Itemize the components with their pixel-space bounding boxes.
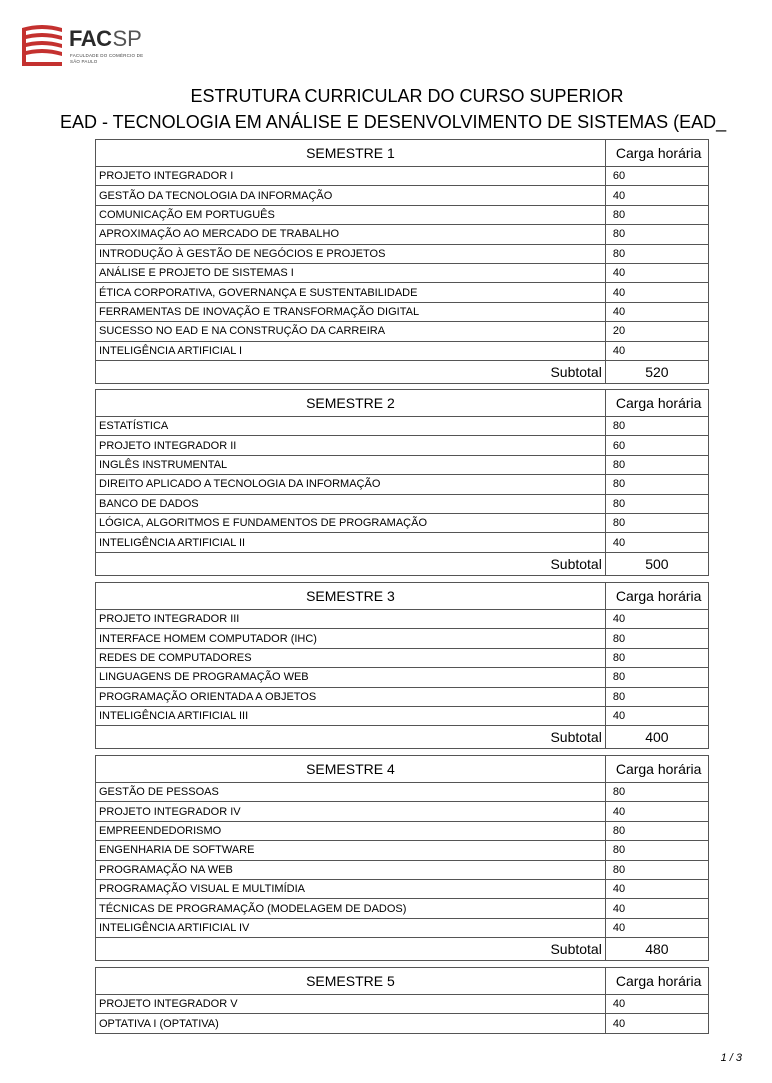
semester-header-row [96, 140, 709, 167]
course-row [96, 417, 709, 436]
subtotal-row [96, 552, 709, 575]
course-row [96, 821, 709, 840]
course-name: INTRODUÇÃO À GESTÃO DE NEGÓCIOS E PROJETOS [96, 244, 606, 263]
semester-table [95, 139, 709, 384]
subtotal-label: Subtotal [96, 726, 606, 749]
course-name: EMPREENDEDORISMO [96, 821, 606, 840]
course-hours: 80 [605, 205, 708, 224]
course-hours: 80 [605, 783, 708, 802]
course-name: PROJETO INTEGRADOR IV [96, 802, 606, 821]
course-hours: 80 [605, 225, 708, 244]
course-row [96, 167, 709, 186]
course-row [96, 629, 709, 648]
course-row [96, 783, 709, 802]
course-row [96, 455, 709, 474]
course-row [96, 205, 709, 224]
course-hours: 80 [605, 648, 708, 667]
course-hours: 40 [605, 533, 708, 552]
subtotal-value: 520 [605, 360, 708, 383]
semester-name: SEMESTRE 3 [96, 583, 606, 610]
page-number: 1 / 3 [720, 1052, 742, 1064]
book-stack-icon [20, 22, 64, 68]
subtotal-value: 400 [605, 726, 708, 749]
course-name: TÉCNICAS DE PROGRAMAÇÃO (MODELAGEM DE DADOS) [96, 899, 606, 918]
course-hours: 80 [605, 668, 708, 687]
semester-name: SEMESTRE 4 [96, 756, 606, 783]
course-name: DIREITO APLICADO A TECNOLOGIA DA INFORMAÇÃO [96, 475, 606, 494]
subtotal-value: 480 [605, 938, 708, 961]
semester-name: SEMESTRE 1 [96, 140, 606, 167]
subtotal-row [96, 360, 709, 383]
course-row [96, 322, 709, 341]
course-hours: 80 [605, 821, 708, 840]
course-hours: 40 [605, 610, 708, 629]
course-hours: 80 [605, 244, 708, 263]
course-hours: 80 [605, 417, 708, 436]
hours-column-header: Carga horária [605, 140, 708, 167]
course-name: BANCO DE DADOS [96, 494, 606, 513]
course-name: FERRAMENTAS DE INOVAÇÃO E TRANSFORMAÇÃO DIGITAL [96, 302, 606, 321]
course-name: INTELIGÊNCIA ARTIFICIAL IV [96, 918, 606, 937]
course-hours: 40 [605, 283, 708, 302]
course-hours: 40 [605, 341, 708, 360]
semester-table [95, 582, 709, 749]
course-name: ÉTICA CORPORATIVA, GOVERNANÇA E SUSTENTABILIDADE [96, 283, 606, 302]
course-row [96, 341, 709, 360]
course-hours: 80 [605, 513, 708, 532]
course-name: ANÁLISE E PROJETO DE SISTEMAS I [96, 263, 606, 282]
course-row [96, 475, 709, 494]
course-hours: 20 [605, 322, 708, 341]
logo-wordmark [69, 26, 142, 52]
course-hours: 80 [605, 687, 708, 706]
course-name: INTERFACE HOMEM COMPUTADOR (IHC) [96, 629, 606, 648]
subtotal-value: 500 [605, 552, 708, 575]
document-title: ESTRUTURA CURRICULAR DO CURSO SUPERIOR [190, 86, 624, 106]
course-hours: 80 [605, 629, 708, 648]
course-hours: 80 [605, 475, 708, 494]
course-row [96, 860, 709, 879]
course-row [96, 706, 709, 725]
semester-header-row [96, 583, 709, 610]
course-name: INTELIGÊNCIA ARTIFICIAL III [96, 706, 606, 725]
course-row [96, 244, 709, 263]
subtotal-label: Subtotal [96, 552, 606, 575]
course-name: LINGUAGENS DE PROGRAMAÇÃO WEB [96, 668, 606, 687]
course-name: PROJETO INTEGRADOR II [96, 436, 606, 455]
course-name: PROJETO INTEGRADOR V [96, 995, 606, 1014]
course-row [96, 494, 709, 513]
course-name: GESTÃO DE PESSOAS [96, 783, 606, 802]
course-hours: 60 [605, 167, 708, 186]
hours-column-header: Carga horária [605, 390, 708, 417]
course-hours: 80 [605, 841, 708, 860]
course-row [96, 1014, 709, 1033]
course-row [96, 879, 709, 898]
course-hours: 40 [605, 186, 708, 205]
course-hours: 40 [605, 706, 708, 725]
hours-column-header: Carga horária [605, 756, 708, 783]
course-hours: 60 [605, 436, 708, 455]
course-row [96, 436, 709, 455]
semester-header-row [96, 756, 709, 783]
course-name: INTELIGÊNCIA ARTIFICIAL I [96, 341, 606, 360]
course-name: COMUNICAÇÃO EM PORTUGUÊS [96, 205, 606, 224]
course-row [96, 899, 709, 918]
course-row [96, 302, 709, 321]
course-hours: 40 [605, 995, 708, 1014]
course-row [96, 668, 709, 687]
course-row [96, 225, 709, 244]
course-name: REDES DE COMPUTADORES [96, 648, 606, 667]
course-name: ESTATÍSTICA [96, 417, 606, 436]
course-row [96, 610, 709, 629]
semester-table [95, 967, 709, 1034]
course-name: APROXIMAÇÃO AO MERCADO DE TRABALHO [96, 225, 606, 244]
course-hours: 40 [605, 302, 708, 321]
logo-sp: SP [112, 26, 142, 51]
course-name: INTELIGÊNCIA ARTIFICIAL II [96, 533, 606, 552]
course-hours: 80 [605, 455, 708, 474]
semester-table [95, 389, 709, 576]
course-name: OPTATIVA I (OPTATIVA) [96, 1014, 606, 1033]
course-row [96, 513, 709, 532]
subtotal-label: Subtotal [96, 938, 606, 961]
hours-column-header: Carga horária [605, 968, 708, 995]
course-hours: 80 [605, 860, 708, 879]
course-row [96, 918, 709, 937]
course-row [96, 263, 709, 282]
course-name: ENGENHARIA DE SOFTWARE [96, 841, 606, 860]
logo-tagline: FACULDADE DO COMÉRCIO DE SÃO PAULO [70, 53, 144, 64]
semester-name: SEMESTRE 5 [96, 968, 606, 995]
semester-name: SEMESTRE 2 [96, 390, 606, 417]
course-name: LÓGICA, ALGORITMOS E FUNDAMENTOS DE PROGRAMAÇÃO [96, 513, 606, 532]
course-row [96, 648, 709, 667]
subtotal-label: Subtotal [96, 360, 606, 383]
course-name: INGLÊS INSTRUMENTAL [96, 455, 606, 474]
hours-column-header: Carga horária [605, 583, 708, 610]
course-hours: 40 [605, 899, 708, 918]
course-name: PROJETO INTEGRADOR III [96, 610, 606, 629]
course-row [96, 802, 709, 821]
course-row [96, 841, 709, 860]
semester-table [95, 755, 709, 961]
course-row [96, 533, 709, 552]
course-name: PROGRAMAÇÃO ORIENTADA A OBJETOS [96, 687, 606, 706]
subtotal-row [96, 726, 709, 749]
course-hours: 40 [605, 1014, 708, 1033]
course-row [96, 995, 709, 1014]
semester-header-row [96, 968, 709, 995]
course-hours: 40 [605, 802, 708, 821]
course-name: PROGRAMAÇÃO VISUAL E MULTIMÍDIA [96, 879, 606, 898]
course-name: SUCESSO NO EAD E NA CONSTRUÇÃO DA CARREIRA [96, 322, 606, 341]
course-hours: 40 [605, 263, 708, 282]
course-name: GESTÃO DA TECNOLOGIA DA INFORMAÇÃO [96, 186, 606, 205]
course-row [96, 283, 709, 302]
subtotal-row [96, 938, 709, 961]
course-row [96, 687, 709, 706]
course-hours: 40 [605, 879, 708, 898]
document-subtitle: EAD - TECNOLOGIA EM ANÁLISE E DESENVOLVIMENTO DE SISTEMAS (EAD_ [60, 112, 727, 132]
logo-fac: FAC [69, 26, 112, 51]
course-hours: 80 [605, 494, 708, 513]
semester-header-row [96, 390, 709, 417]
course-row [96, 186, 709, 205]
course-hours: 40 [605, 918, 708, 937]
course-name: PROJETO INTEGRADOR I [96, 167, 606, 186]
course-name: PROGRAMAÇÃO NA WEB [96, 860, 606, 879]
